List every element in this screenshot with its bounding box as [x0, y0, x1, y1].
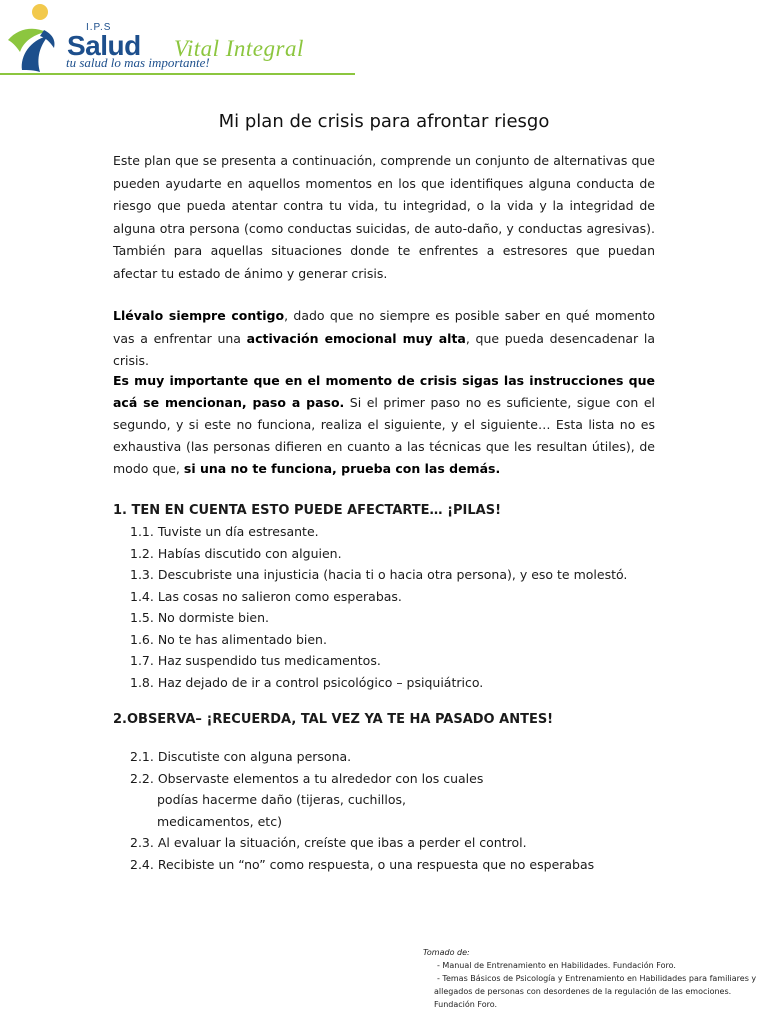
logo-slogan: tu salud lo mas importante!: [66, 55, 210, 70]
instructions-paragraph: [113, 370, 655, 480]
document-title: Mi plan de crisis para afrontar riesgo: [218, 111, 550, 132]
source-line: - Manual de Entrenamiento en Habilidades. Fundación Foro.: [437, 961, 676, 970]
source-label: Tomado de:: [423, 948, 470, 957]
list-item: 1.5. No dormiste bien.: [130, 610, 270, 625]
section-2-list: [130, 746, 594, 875]
section-2-heading: 2.OBSERVA– ¡RECUERDA, TAL VEZ YA TE HA PASADO ANTES!: [113, 712, 554, 727]
source-line: - Temas Básicos de Psicología y Entrenamiento en Habilidades para familiares y: [437, 974, 757, 983]
list-item: 2.2. Observaste elementos a tu alrededor con los cuales: [130, 770, 484, 786]
instructions-emphasis: Es muy importante que en el momento de crisis sigas las instrucciones que acá se mencionan, paso a paso.: [113, 373, 655, 410]
list-item: 1.7. Haz suspendido tus medicamentos.: [130, 653, 381, 668]
list-item: 1.4. Las cosas no salieron como esperabas.: [130, 588, 402, 604]
logo-figure-icon: [0, 0, 70, 76]
list-item: 1.3. Descubriste una injusticia (hacia ti o hacia otra persona), y eso te molestó.: [130, 567, 628, 582]
logo: [0, 0, 356, 78]
carry-text-1: , dado que no siempre es posible saber en qué momento vas a enfrentar una: [113, 308, 655, 346]
list-item: 1.1. Tuviste un día estresante.: [130, 524, 319, 539]
list-item-continuation: podías hacerme daño (tijeras, cuchillos,: [157, 792, 406, 807]
try-others-emphasis: si una no te funciona, prueba con las demás.: [183, 461, 501, 476]
list-item-continuation: medicamentos, etc): [157, 813, 282, 829]
logo-underline: [0, 73, 355, 75]
section-1-list: [130, 521, 627, 693]
carry-emphasis: Llévalo siempre contigo: [113, 308, 285, 323]
carry-paragraph: [113, 305, 655, 373]
activation-emphasis: activación emocional muy alta: [246, 330, 466, 346]
list-item: 2.3. Al evaluar la situación, creíste que ibas a perder el control.: [130, 835, 527, 850]
intro-paragraph: Este plan que se presenta a continuación, comprende un conjunto de alternativas que pueden ayudarte en aquellos momentos en los que identifiques alguna conducta de riesgo que pueda atentar contra tu vida, tu integridad, o la vida y la integridad de alguna otra persona (como conductas suicidas, de auto-daño, y conductas agresivas). También para aquellas situaciones donde te enfrentes a estresores que puedan afectar tu estado de ánimo y generar crisis.: [113, 153, 655, 281]
section-1-heading: 1. TEN EN CUENTA ESTO PUEDE AFECTARTE… ¡PILAS!: [113, 503, 502, 518]
logo-ips-text: I.P.S: [86, 22, 112, 33]
list-item: 1.2. Habías discutido con alguien.: [130, 545, 342, 561]
instructions-text: Si el primer paso no es suficiente, sigue con el segundo, y si este no funciona, realiza el siguiente, y el siguiente… Esta lista no es exhaustiva (las personas difieren en cuanto a las técnicas que les resultan útiles), de modo que,: [113, 395, 655, 476]
source-line: Fundación Foro.: [434, 1000, 498, 1009]
list-item: 2.1. Discutiste con alguna persona.: [130, 749, 352, 764]
source-footnote: [421, 946, 756, 1011]
list-item: 1.6. No te has alimentado bien.: [130, 631, 327, 647]
list-item: 2.4. Recibiste un “no” como respuesta, o una respuesta que no esperabas: [130, 856, 595, 872]
source-line: allegados de personas con desordenes de la regulación de las emociones.: [434, 987, 732, 996]
logo-vital-text: Vital Integral: [174, 36, 304, 61]
carry-text-2: , que pueda desencadenar la crisis.: [113, 330, 656, 368]
logo-salud-text: Salud: [67, 30, 141, 61]
list-item: 1.8. Haz dejado de ir a control psicológico – psiquiátrico.: [130, 674, 484, 690]
